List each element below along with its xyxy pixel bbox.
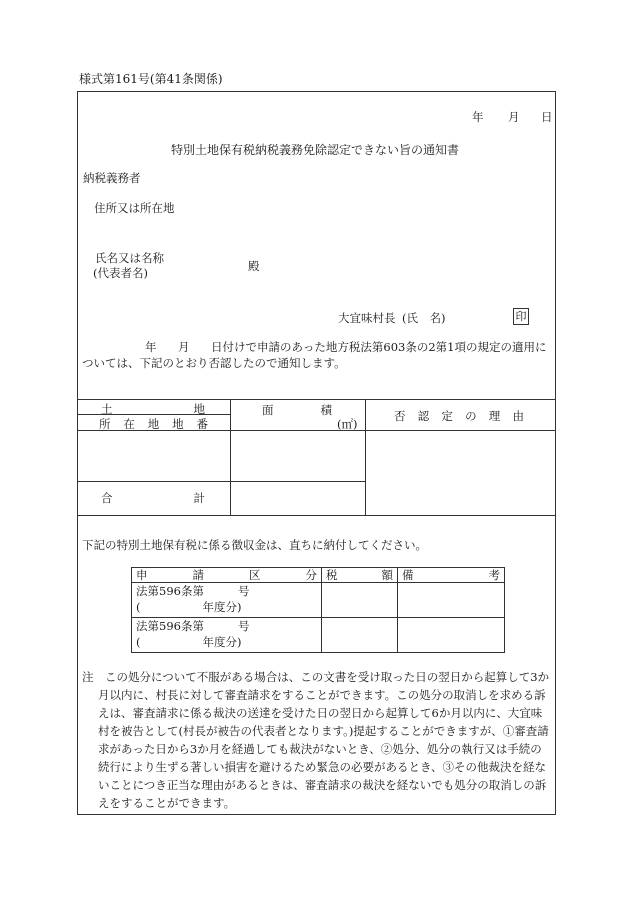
notes-cell bbox=[398, 583, 505, 618]
representative-label: (代表者名) bbox=[93, 266, 148, 280]
intro-year: 年 bbox=[145, 340, 157, 354]
appeal-note-text: 注 この処分について不服がある場合は、この文書を受け取った日の翌日から起算して3か月以内に、村長に対して審査請求をすることができます。この処分の取消しを求める訴えは、審査請求に係る裁決の送達を受けた日の翌日から起算して6か月以内に、大宜味村を被告として(村長が被告の代表者となります。)提起することができますが、①審査請求があった日から3か月を経過しても裁決がないとき、②処分、処分の執行又は手続の続行により生ずる著しい損害を避けるため緊急の必要があるとき、③その他裁決を経ないことにつき正当な理由があるときは、審査請求の裁決を経ないでも処分の取消しの訴えをすることができます。 bbox=[82, 670, 550, 810]
form-number: 様式第161号(第41条関係) bbox=[79, 72, 223, 86]
issuer-title: 大宜味村長 bbox=[338, 311, 396, 325]
reason-header: 否 認 定 の 理 由 bbox=[394, 409, 524, 423]
levy-table-header bbox=[132, 568, 505, 583]
tax-cell bbox=[322, 618, 398, 653]
land-table-bottom bbox=[77, 515, 556, 516]
appeal-note bbox=[82, 668, 552, 812]
category-cell: 法第596条第 号 ( 年度分) bbox=[132, 583, 322, 618]
name-label: 氏名又は名称 bbox=[95, 251, 164, 265]
intro-month: 月 bbox=[178, 340, 190, 354]
honorific: 殿 bbox=[248, 259, 260, 273]
levy-table bbox=[131, 567, 505, 653]
land-header: 土 地 bbox=[101, 402, 205, 416]
intro-line-2: ついては、下記のとおり否認したので通知します。 bbox=[82, 356, 346, 370]
date-year: 年 bbox=[472, 110, 484, 124]
location-header: 所 在 地 地 番 bbox=[99, 417, 208, 431]
intro-line-1: 日付けで申請のあった地方税法第603条の2第1項の規定の適用に bbox=[211, 340, 547, 354]
area-header: 面 積 bbox=[262, 403, 332, 417]
area-unit: (㎡) bbox=[337, 417, 358, 431]
land-table-top bbox=[77, 399, 556, 400]
land-total-top bbox=[77, 481, 365, 482]
document-title: 特別土地保有税納税義務免除認定できない旨の通知書 bbox=[170, 143, 459, 157]
category-header: 申 請 区 分 bbox=[132, 568, 322, 583]
seal-icon: 印 bbox=[513, 308, 529, 325]
issuer-name-placeholder: (氏 名) bbox=[402, 311, 446, 325]
land-col-divider-2 bbox=[365, 399, 366, 515]
table-row bbox=[132, 583, 505, 618]
notes-cell bbox=[398, 618, 505, 653]
land-col-divider-1 bbox=[230, 399, 231, 515]
date-day: 日 bbox=[541, 110, 553, 124]
total-label: 合 計 bbox=[101, 491, 205, 505]
date-month: 月 bbox=[508, 110, 520, 124]
category-cell: 法第596条第 号 ( 年度分) bbox=[132, 618, 322, 653]
levy-instruction: 下記の特別土地保有税に係る徴収金は、直ちに納付してください。 bbox=[82, 538, 427, 552]
address-label: 住所又は所在地 bbox=[94, 201, 175, 215]
tax-cell bbox=[322, 583, 398, 618]
table-row bbox=[132, 618, 505, 653]
tax-header: 税 額 bbox=[322, 568, 398, 583]
taxpayer-heading: 納税義務者 bbox=[83, 171, 141, 185]
notes-header: 備 考 bbox=[398, 568, 505, 583]
